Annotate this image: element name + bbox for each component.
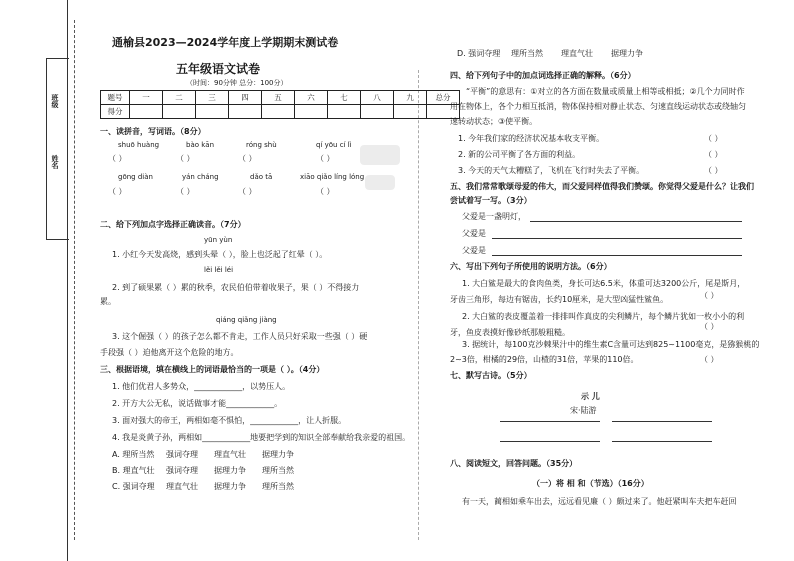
question-text: 1. 他们优君人多势众，____________，以势压人。 [112,382,291,391]
question-text: 2~3倍，柑橘的29倍，山楂的31倍，苹果的110倍。 [450,355,639,364]
scan-smudge [365,175,395,190]
option-word: 理所当然 [511,49,543,58]
name-label: 姓名 [51,155,59,169]
page-title: 五年级语文试卷 [176,62,261,76]
answer-paren[interactable]: （ ） [700,291,719,300]
option-b-label[interactable]: B. 理直气壮 [112,466,155,475]
option-word: 强词夺理 [166,466,198,475]
section-1-heading: 一、读拼音，写词语。（8分） [100,127,206,136]
answer-paren[interactable]: （ ） [704,166,723,175]
answer-paren[interactable]: （ ） [316,187,335,196]
poem-line[interactable] [500,441,600,442]
table-cell: 八 [361,91,394,105]
pinyin: dǎo tā [250,173,273,181]
class-label: 班级 [51,94,59,108]
section-8-heading: 八、阅读短文，回答问题。（35分） [450,459,578,468]
pinyin: qiáng qiǎng jiàng [216,316,277,324]
table-cell: 九 [394,91,427,105]
table-cell: 七 [328,91,361,105]
question-text: 3. 据统计，每100克沙棘果汁中的维生素C含量可达到825~1100毫克，是猕猴桃的 [462,340,760,349]
option-word: 理直气壮 [214,450,246,459]
exam-header: 通榆县2023—2024学年度上学期期末测试卷 [112,36,339,49]
score-table-score-row [101,105,460,119]
reading-text: 有一天，蔺相如乘车出去，远远看见廉（ ）颇过来了。他赶紧叫车夫把车赶回 [462,497,737,506]
pinyin: yán cháng [182,173,219,181]
answer-paren[interactable]: （ ） [316,154,335,163]
definition-text: 用在物体上，各个力相互抵消，物体保持相对静止状态、匀速直线运动状态或绕轴匀 [450,102,746,111]
option-word: 据理力争 [214,482,246,491]
score-cell[interactable] [295,105,328,119]
option-word: 理所当然 [262,466,294,475]
question-text: 2. 到了硕果累（ ）累的秋季，农民伯伯带着收果子，果（ ）不得接力 [112,283,360,292]
fill-line-label: 父爱是一盏明灯， [462,212,526,221]
fill-line-label: 父爱是 [462,229,486,238]
option-word: 理所当然 [262,482,294,491]
reading-title: （一）将 相 和（节选）（16分） [532,479,649,488]
section-3-heading: 三、根据语境，填在横线上的词语最恰当的一项是（ ）。（4分） [100,365,325,374]
table-cell: 总分 [427,91,460,105]
pinyin: róng shù [246,141,277,149]
option-c-label[interactable]: C. 强词夺理 [112,482,155,491]
question-text: 牙，鱼皮表摸好像砂纸那般粗糙。 [450,328,570,337]
question-text: 3. 面对强大的帝王，两相如毫不惧怕，____________，让人折服。 [112,416,347,425]
score-cell[interactable] [328,105,361,119]
section-5-heading-cont: 尝试着写一写。（3分） [450,196,532,205]
poem-author: 宋·陆游 [570,406,597,415]
table-cell: 二 [163,91,196,105]
question-text: 1. 小红今天发高烧，感到头晕（ ），脸上也泛起了红晕（ ）。 [112,250,328,259]
question-text: 3. 今天的天气太糟糕了，飞机在飞行时失去了平衡。 [458,166,645,175]
section-7-heading: 七、默写古诗。（5分） [450,371,532,380]
score-cell[interactable] [262,105,295,119]
answer-paren[interactable]: （ ） [704,134,723,143]
table-cell: 题号 [101,91,130,105]
score-table [100,90,460,119]
pinyin: lěi lěi léi [204,266,234,274]
table-cell: 一 [130,91,163,105]
definition-text: 速转动状态；③使平衡。 [450,117,538,126]
question-text: 累。 [100,297,116,306]
answer-paren[interactable]: （ ） [108,154,127,163]
option-word: 理直气壮 [166,482,198,491]
score-table-header-row [101,91,460,105]
answer-paren[interactable]: （ ） [700,322,719,331]
exam-meta: （时间：90分钟 总分：100分） [186,79,288,87]
pinyin: yūn yùn [204,236,233,244]
poem-title: 示 儿 [581,392,600,401]
question-text: 4. 我是炎黄子孙，两相如____________地要把学到的知识全部奉献给我亲爱的祖国。 [112,433,411,442]
table-cell: 六 [295,91,328,105]
poem-line[interactable] [612,421,712,422]
option-word: 据理力争 [214,466,246,475]
table-cell: 三 [196,91,229,105]
pinyin: gōng diàn [118,173,153,181]
answer-paren[interactable]: （ ） [238,154,257,163]
score-cell[interactable] [394,105,427,119]
pinyin: xiāo qiǎo líng lóng [300,173,365,181]
table-cell: 四 [229,91,262,105]
answer-line[interactable] [492,238,742,239]
poem-line[interactable] [612,441,712,442]
score-cell[interactable] [196,105,229,119]
option-word: 理直气壮 [561,49,593,58]
fold-line [74,20,75,540]
question-text: 手段强（ ）迫他离开这个危险的地方。 [100,348,239,357]
section-5-heading: 五、我们常常歌颂母爱的伟大，而父爱同样值得我们赞颂。你觉得父爱是什么？让我们 [450,182,754,191]
answer-paren[interactable]: （ ） [238,187,257,196]
answer-paren[interactable]: （ ） [108,187,127,196]
question-text: 2. 大白鲨的表皮覆盖着一排排叫作真皮的尖利鳞片，每个鳞片犹如一枚小小的利 [462,312,745,321]
question-text: 1. 今年我们家的经济状况基本收支平衡。 [458,134,605,143]
table-cell: 得分 [101,105,130,119]
section-4-heading: 四、给下列句子中的加点词选择正确的解释。（6分） [450,71,636,80]
poem-line[interactable] [500,421,600,422]
binding-box [46,58,69,240]
section-6-heading: 六、写出下列句子所使用的说明方法。（6分） [450,262,612,271]
pinyin: qí yōu cí lì [316,141,352,149]
section-2-heading: 二、给下列加点字选择正确读音。（7分） [100,220,246,229]
question-text: 2. 开方大公无私，说话做事才能____________。 [112,399,283,408]
answer-paren[interactable]: （ ） [176,187,195,196]
table-cell: 五 [262,91,295,105]
question-text: 3. 这个倔强（ ）的孩子怎么都不肯走，工作人员只好采取一些强（ ）硬 [112,332,368,341]
score-cell[interactable] [229,105,262,119]
score-cell[interactable] [130,105,163,119]
answer-paren[interactable]: （ ） [704,150,723,159]
fill-line-label: 父爱是 [462,246,486,255]
scan-smudge [360,145,400,165]
option-d-label[interactable]: D. 强词夺理 [457,49,501,58]
answer-line[interactable] [530,221,742,222]
pinyin: shuō huàng [118,141,160,149]
column-divider [418,70,419,540]
score-cell[interactable] [163,105,196,119]
question-text: 牙齿三角形，每边有锯齿，长约10厘米，是大型凶猛性鲨鱼。 [450,295,669,304]
option-word: 强词夺理 [166,450,198,459]
answer-paren[interactable]: （ ） [700,355,719,364]
option-word: 据理力争 [262,450,294,459]
question-text: 1. 大白鲨是最大的食肉鱼类，身长可达6.5米，体重可达3200公斤，尾是斯月， [462,279,746,288]
answer-paren[interactable]: （ ） [176,154,195,163]
answer-line[interactable] [492,255,742,256]
definition-text: “平衡”的意思有：①对立的各方面在数量或质量上相等或相抵；②几个力同时作 [466,87,745,96]
question-text: 2. 新的公司平衡了各方面的利益。 [458,150,581,159]
option-word: 据理力争 [611,49,643,58]
option-a-label[interactable]: A. 理所当然 [112,450,155,459]
pinyin: bào kān [186,141,215,149]
score-cell[interactable] [361,105,394,119]
